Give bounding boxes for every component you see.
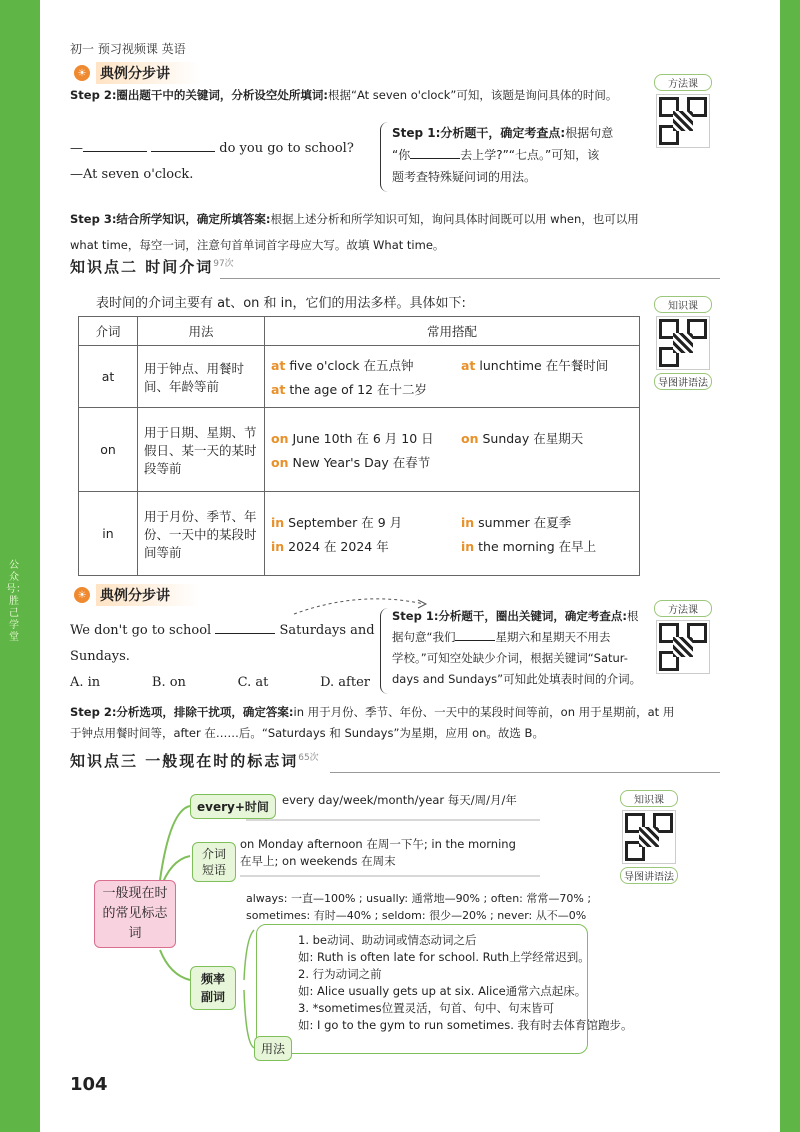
kw: at [461, 357, 476, 373]
prep-phrase-line2: 在早上; on weekends 在周末 [240, 854, 396, 868]
spine-watermark: 公众号：胜己学堂 [6, 560, 26, 643]
usage-cell: 用于日期、星期、节假日、某一天的某时段等前 [138, 408, 265, 492]
qr-method-2-label: 方法课 [654, 600, 712, 617]
ex1-step1 [392, 122, 722, 188]
phrase: New Year's Day 在春节 [288, 454, 431, 470]
prep-cell: on [79, 408, 138, 492]
option-b: B. on [151, 675, 186, 690]
kp3-title [70, 750, 319, 771]
qr-knowledge-2-label: 知识课 [620, 790, 678, 807]
example-heading-2 [74, 584, 200, 606]
kw: on [271, 454, 289, 470]
ex1-question [70, 136, 354, 188]
ex1-step1-t2: “你 [392, 148, 411, 162]
ex1-step1-t3: 去上学?”“七点。”可知，该 [460, 148, 600, 162]
kw: on [461, 430, 479, 446]
collocation-cell [265, 408, 640, 492]
kp2-title [70, 256, 234, 277]
kp2-intro: 表时间的介词主要有 at、on 和 in，它们的用法多样。具体如下: [96, 296, 466, 311]
kp2-count: 97次 [213, 259, 234, 269]
kw: in [461, 514, 475, 530]
qr-knowledge-1[interactable] [654, 296, 712, 390]
phrase: the age of 12 在十二岁 [285, 381, 428, 397]
kw: at [271, 381, 286, 397]
table-header: 用法 [138, 317, 265, 346]
textbook-page [40, 0, 780, 1132]
option-a: A. in [70, 675, 101, 690]
ex1-step3-text: 根据上述分析和所学知识可知，询问具体时间既可以用 when，也可以用 [270, 212, 639, 226]
phrase: lunchtime 在午餐时间 [475, 357, 609, 373]
ex1-step3 [70, 206, 760, 258]
example-heading-1 [74, 62, 200, 84]
lightbulb-icon: ☀ [74, 65, 90, 81]
table-row [79, 346, 640, 408]
preposition-table [78, 316, 640, 576]
option-d: D. after [320, 675, 370, 690]
usage-1-example: 如: Ruth is often late for school. Ruth上学经常迟到。 [298, 950, 590, 964]
qr-code-icon [656, 316, 710, 370]
prep-phrase-line1: on Monday afternoon 在周一下午; in the morning [240, 837, 516, 851]
page-spine [0, 0, 40, 1132]
prep-cell: at [79, 346, 138, 408]
lightbulb-icon: ☀ [74, 587, 90, 603]
ex2-question [70, 618, 380, 696]
ex1-step1-t4: 题考查特殊疑问词的用法。 [392, 170, 537, 184]
phrase: September 在 9 月 [284, 514, 403, 530]
usage-cell: 用于月份、季节、年份、一天中的某段时间等前 [138, 492, 265, 576]
usage-2-example: 如: Alice usually gets up at six. Alice通常六点起床。 [298, 984, 587, 998]
kw: on [271, 430, 289, 446]
kp2-title-text: 知识点二 时间介词 [70, 258, 214, 276]
kw: at [271, 357, 286, 373]
ex1-answer: —At seven o'clock. [70, 167, 194, 182]
ex2-step2 [70, 702, 760, 744]
kw: in [461, 538, 475, 554]
ex2-step1-t2: 据句意“我们 [392, 630, 456, 644]
ex2-step2-label: Step 2:分析选项，排除干扰项，确定答案: [70, 705, 294, 719]
ex2-q-text2: Saturdays and [279, 623, 375, 638]
kp2-rule [220, 278, 720, 279]
node-every: every+时间 [190, 794, 276, 819]
frequency-text [246, 890, 591, 924]
kp3-count: 65次 [298, 753, 319, 763]
ex2-step1-t1: 根 [627, 609, 639, 623]
ex2-step1-t4: 学校。”可知空处缺少介词，根据关键词“Satur- [392, 651, 628, 665]
ex2-step2-text2: 于钟点用餐时间等，after 在……后。“Saturdays 和 Sundays”为星期，应用 on。故选 B。 [70, 726, 544, 740]
usage-cell: 用于钟点、用餐时间、年龄等前 [138, 346, 265, 408]
phrase: summer 在夏季 [474, 514, 572, 530]
usage-3-example: 如: I go to the gym to run sometimes. 我有时去体育馆跑步。 [298, 1018, 633, 1032]
kw: in [271, 514, 285, 530]
example-heading-1-label: 典例分步讲 [96, 62, 200, 84]
page-number: 104 [70, 1074, 108, 1095]
table-row [79, 408, 640, 492]
collocation-cell [265, 492, 640, 576]
qr-knowledge-1-guide: 导图讲语法 [654, 373, 712, 390]
qr-code-icon [656, 620, 710, 674]
every-text: every day/week/month/year 每天/周/月/年 [282, 793, 517, 807]
page-header: 初一 预习视频课 英语 [70, 42, 186, 56]
qr-knowledge-2[interactable] [620, 790, 678, 884]
table-row [79, 492, 640, 576]
ex1-step3-label: Step 3:结合所学知识，确定所填答案: [70, 212, 271, 226]
table-header: 常用搭配 [265, 317, 640, 346]
qr-knowledge-2-guide: 导图讲语法 [620, 867, 678, 884]
prep-phrase-text [240, 836, 516, 870]
node-frequency: 频率副词 [190, 966, 236, 1010]
example-heading-2-label: 典例分步讲 [96, 584, 200, 606]
ex1-step2 [70, 86, 650, 105]
ex2-q-text1: We don't go to school [70, 623, 212, 638]
ex1-step3-text2: what time，每空一词，注意句首单词首字母应大写。故填 What time。 [70, 238, 445, 252]
qr-code-icon [622, 810, 676, 864]
usage-3: 3. *sometimes位置灵活，句首、句中、句末皆可 [298, 1001, 555, 1015]
qr-knowledge-1-label: 知识课 [654, 296, 712, 313]
ex1-step2-text: 根据“At seven o'clock”可知，该题是询问具体的时间。 [328, 88, 618, 102]
qr-method-1-label: 方法课 [654, 74, 712, 91]
ex2-step1-t3: 星期六和星期天不用去 [495, 630, 611, 644]
ex1-dash: — [70, 141, 83, 156]
collocation-cell [265, 346, 640, 408]
phrase: 2024 在 2024 年 [284, 538, 389, 554]
prep-cell: in [79, 492, 138, 576]
usage-2: 2. 行为动词之前 [298, 967, 382, 981]
node-prep-phrase: 介词短语 [192, 842, 236, 882]
usage-1: 1. be动词、助动词或情态动词之后 [298, 933, 477, 947]
usage-text [298, 932, 633, 1034]
phrase: five o'clock 在五点钟 [285, 357, 414, 373]
ex1-bracket [380, 122, 391, 192]
ex2-step1-t5: days and Sundays”可知此处填表时间的介词。 [392, 672, 642, 686]
kp3-title-text: 知识点三 一般现在时的标志词 [70, 752, 299, 770]
table-header: 介词 [79, 317, 138, 346]
kw: in [271, 538, 285, 554]
ex2-step1 [392, 606, 648, 690]
qr-method-2[interactable] [654, 600, 712, 677]
option-c: C. at [237, 675, 269, 690]
ex1-question-text: do you go to school? [219, 141, 354, 156]
ex2-step1-label: Step 1:分析题干，圈出关键词，确定考查点: [392, 609, 628, 623]
kp3-rule [330, 772, 720, 773]
freq-line2: sometimes: 有时—40% ; seldom: 很少—20% ; never: 从不—0% [246, 909, 587, 922]
phrase: Sunday 在星期天 [478, 430, 584, 446]
ex2-bracket [380, 608, 391, 694]
freq-line1: always: 一直—100% ; usually: 通常地—90% ; often: 常常—70% ; [246, 892, 592, 905]
ex1-step1-label: Step 1:分析题干，确定考查点: [392, 126, 566, 140]
ex2-q-text3: Sundays. [70, 649, 130, 664]
ex1-step1-t1: 根据句意 [565, 126, 614, 140]
ex1-step2-label: Step 2:圈出题干中的关键词，分析设空处所填词: [70, 88, 329, 102]
ex2-step2-text: in 用于月份、季节、年份、一天中的某段时间等前，on 用于星期前，at 用 [293, 705, 675, 719]
table-header-row [79, 317, 640, 346]
phrase: June 10th 在 6 月 10 日 [288, 430, 434, 446]
phrase: the morning 在早上 [474, 538, 597, 554]
mindmap-center: 一般现在时的常见标志词 [94, 880, 176, 948]
node-usage: 用法 [254, 1036, 292, 1061]
